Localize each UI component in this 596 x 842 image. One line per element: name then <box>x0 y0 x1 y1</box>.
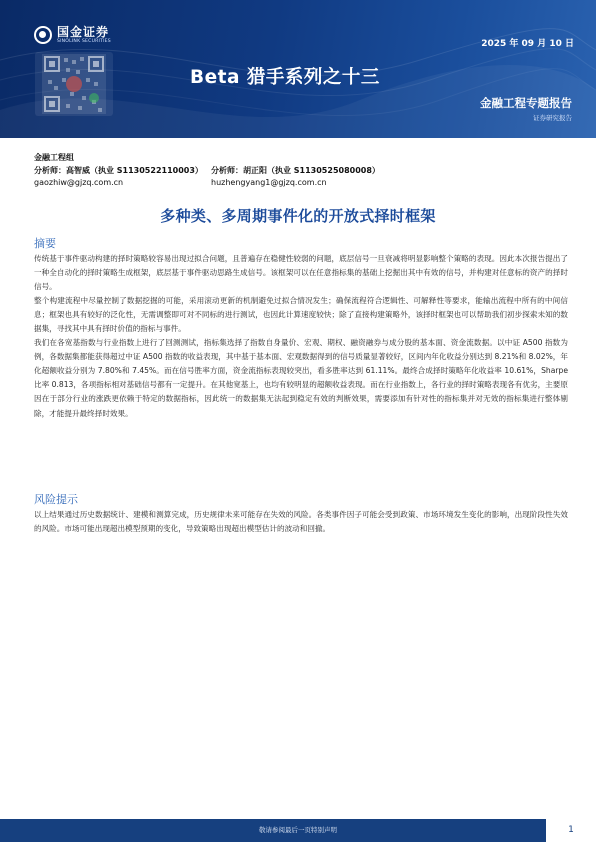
brand-logo <box>34 26 111 45</box>
report-subtype: 证券研究报告 <box>533 114 572 122</box>
brand-name-cn: 国金证券 <box>57 25 110 39</box>
abstract-title: 摘要 <box>34 237 56 250</box>
risk-title: 风险提示 <box>34 493 78 506</box>
abstract-paragraph-1: 传统基于事件驱动构建的择时策略较容易出现过拟合问题，且普遍存在稳健性较弱的问题，底层信号一旦衰减将明显影响整个策略的表现。因此本次报告提出了一种全自动化的择时策略生成框架，底层基于事件驱动思路生成信号。该框架可以在任意指标集的基础上挖掘出其中有效的信号，并构建对任意标的资产的择时信号。 <box>34 254 568 292</box>
report-date: 2025 年 09 月 10 日 <box>481 39 574 49</box>
disclaimer-note: 敬请参阅最后一页特别声明 <box>259 826 337 834</box>
qr-code-icon <box>42 54 106 114</box>
analyst1-name: 高智威（执业 S1130522110003） <box>66 165 203 175</box>
analyst2-name: 胡正阳（执业 S1130525080008） <box>243 165 380 175</box>
abstract-body <box>34 252 568 421</box>
sinolink-logo-icon <box>34 26 52 44</box>
report-type: 金融工程专题报告 <box>480 96 572 110</box>
author-block <box>34 152 380 190</box>
analyst1-label: 分析师： <box>34 165 66 175</box>
qr-code-area <box>35 52 113 116</box>
risk-body <box>34 508 568 536</box>
risk-paragraph-1: 以上结果通过历史数据统计、建模和测算完成，历史规律未来可能存在失效的风险。各类事件因子可能会受到政策、市场环境发生变化的影响，出现阶段性失效的风险。市场可能出现超出模型预期的变化，导致策略出现超出模型估计的波动和回撤。 <box>34 510 568 534</box>
email-row <box>34 177 380 190</box>
abstract-paragraph-3: 我们在各宽基指数与行业指数上进行了回测测试，指标集选择了指数自身量价、宏观、期权、融资融券与成分股的基本面、资金流数据。以中证 A500 指数为例，各数据集都能获得超过中证 A500 指数的收益表现，其中基于基本面、宏观数据得到的信号质量显著较好，区间内年化收益分别达到 8.21%和 8.02%，年化超额收益分别为 7.80%和 7.45%。而在信号胜率方面，资金流指标表现较突出，看多胜率达到 61.11%。最终合成择时策略年化收益率 10.61%，Sharpe 比率 0.813，各项指标相对基础信号都有一定提升。在其他宽基上，也均有较明显的超额收益表现。而在行业指数上，各行业的择时策略表现各有优劣，主要原因在于部分行业的涨跌更依赖于特定的数据指标，因此统一的数据集无法起到稳定有效的判断效果，需要添加有针对性的指标集并对无效的指标集进行整体剔除，才能提升最终择时效果。 <box>34 338 568 418</box>
team-name: 金融工程组 <box>34 153 74 162</box>
header-banner <box>0 0 596 138</box>
analyst1-email[interactable]: gaozhiw@gjzq.com.cn <box>34 178 124 187</box>
report-series-title: Beta 猎手系列之十三 <box>190 67 380 88</box>
page-number: 1 <box>546 819 596 842</box>
report-headline: 多种类、多周期事件化的开放式择时框架 <box>160 207 436 225</box>
brand-name-en: SINOLINK SECURITIES <box>57 39 111 44</box>
analyst-row <box>34 165 380 178</box>
page-footer <box>0 819 596 842</box>
analyst2-label: 分析师： <box>211 165 243 175</box>
analyst2-email[interactable]: huzhengyang1@gjzq.com.cn <box>211 178 327 187</box>
abstract-paragraph-2: 整个构建流程中尽量控制了数据挖掘的可能，采用滚动更新的机制避免过拟合情况发生；确保流程符合逻辑性、可解释性等要求，能输出流程中所有的中间信息；框架也具有较好的泛化性，无需调整即可对不同标的进行测试，也因此计算速度较快；除了直接构建策略外，该择时框架也可以帮助我们初步探索未知的数据集，寻找其中具有择时价值的指标与事件。 <box>34 296 568 334</box>
